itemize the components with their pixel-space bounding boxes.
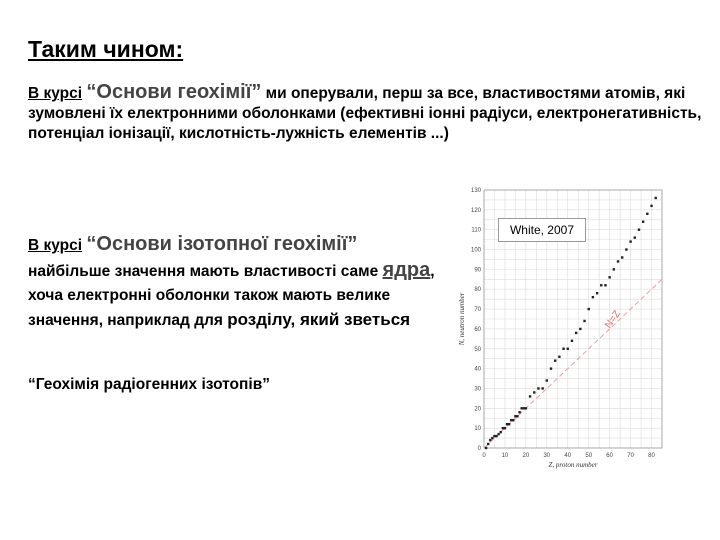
- nuclide-point: [554, 359, 556, 361]
- nuclide-point: [497, 433, 499, 435]
- nuclide-point: [596, 292, 598, 294]
- slide-title: Таким чином:: [28, 36, 184, 62]
- nuclide-point: [506, 423, 508, 425]
- nuclide-point: [613, 268, 615, 270]
- nuclide-point: [629, 240, 631, 242]
- x-tick-label: 80: [648, 453, 655, 459]
- nuclide-point: [533, 391, 535, 393]
- nuclide-point: [487, 443, 489, 445]
- x-tick-label: 20: [522, 453, 530, 459]
- y-tick-label: 130: [470, 188, 481, 194]
- y-tick-label: 120: [470, 207, 481, 214]
- n-equals-z-line: [484, 279, 662, 448]
- paragraph-electron-shells: [28, 82, 708, 144]
- nuclide-point: [525, 407, 527, 409]
- nuclide-point: [567, 348, 569, 350]
- y-tick-label: 70: [474, 307, 481, 314]
- nuclide-point: [529, 395, 531, 397]
- nuclide-point: [608, 276, 610, 278]
- nuclide-point: [541, 387, 543, 389]
- nuclide-point: [546, 379, 548, 381]
- nuclide-point: [638, 228, 640, 230]
- nucleus-word: ядра: [382, 259, 431, 281]
- nuclide-point: [493, 435, 495, 437]
- nuclide-point: [504, 427, 506, 429]
- x-tick-label: 70: [627, 453, 634, 459]
- nuclide-point: [575, 332, 577, 334]
- y-tick-label: 60: [474, 326, 481, 333]
- y-tick-label: 20: [474, 406, 481, 413]
- nuclide-point: [588, 308, 590, 310]
- nuclide-point: [518, 411, 520, 413]
- nuclide-point: [579, 328, 581, 330]
- y-tick-label: 80: [474, 287, 481, 294]
- nuclide-point: [604, 284, 606, 286]
- nuclide-point: [655, 197, 657, 199]
- paragraph2-text-2: , хоча електронні оболонки також мають велике значення, наприклад для: [28, 263, 435, 329]
- nuclide-point: [558, 356, 560, 358]
- course-lead: В курсі: [28, 85, 83, 102]
- y-tick-label: 100: [470, 247, 481, 254]
- nuclide-point: [485, 447, 487, 449]
- nuclide-point: [550, 367, 552, 369]
- nuclide-point: [650, 205, 652, 207]
- nuclide-point: [523, 407, 525, 409]
- course-name-geochemistry: “Основи геохімії”: [86, 81, 262, 103]
- y-tick-label: 10: [474, 426, 481, 433]
- nuclide-point: [495, 435, 497, 437]
- nuclide-point: [508, 423, 510, 425]
- nuclide-point: [502, 427, 504, 429]
- course-name-isotope-geochemistry: “Основи ізотопної геохімії”: [86, 233, 358, 255]
- nuclide-point: [512, 419, 514, 421]
- nuclide-point: [562, 348, 564, 350]
- x-axis-label: Z, proton number: [548, 461, 598, 469]
- paragraph2-text-3: розділу, який зветься: [227, 310, 411, 329]
- nuclide-point: [516, 415, 518, 417]
- x-tick-label: 30: [543, 453, 551, 459]
- x-tick-label: 60: [606, 453, 613, 459]
- y-tick-label: 50: [474, 346, 481, 353]
- nuclide-point: [634, 236, 636, 238]
- section-name-quote: “Геохімія радіогенних ізотопів”: [28, 376, 270, 393]
- nuclide-point: [537, 387, 539, 389]
- nuclide-point: [583, 320, 585, 322]
- nuclide-point: [625, 248, 627, 250]
- y-axis-label: N, neutron number: [458, 292, 466, 346]
- n-equals-z-label: N=Z: [603, 308, 624, 331]
- nuclide-point: [621, 256, 623, 258]
- x-tick-label: 50: [585, 453, 593, 459]
- nuclide-point: [489, 439, 491, 441]
- y-tick-label: 40: [474, 366, 481, 373]
- y-tick-label: 0: [477, 446, 481, 452]
- nuclide-point: [617, 260, 619, 262]
- y-tick-label: 30: [474, 386, 481, 393]
- x-tick-label: 0: [482, 453, 486, 459]
- nuclide-point: [642, 221, 644, 223]
- nuclide-point: [571, 340, 573, 342]
- figure-citation: White, 2007: [498, 218, 586, 242]
- nuclide-point: [600, 284, 602, 286]
- nuclide-point: [520, 407, 522, 409]
- x-tick-label: 10: [501, 453, 509, 459]
- nuclide-point: [500, 431, 502, 433]
- paragraph-nucleus: [28, 232, 448, 333]
- nuclide-point: [510, 419, 512, 421]
- paragraph2-text-1: найбільше значення мають властивості саме: [28, 263, 383, 280]
- course-lead-2: В курсі: [28, 237, 83, 254]
- paragraph1-text: ми оперували, перш за все, властивостями атомів, які зумовлені їх електронними оболонками (ефективні іонні радіуси, електронегативність, потенціал іонізації, кислотність-лужність елементів ...): [28, 85, 702, 142]
- nuclide-point: [646, 213, 648, 215]
- nuclide-point: [514, 415, 516, 417]
- y-tick-label: 110: [471, 227, 481, 234]
- nuclide-point: [592, 296, 594, 298]
- x-tick-label: 40: [564, 453, 572, 459]
- nuclide-point: [491, 437, 493, 439]
- y-tick-label: 90: [474, 267, 481, 274]
